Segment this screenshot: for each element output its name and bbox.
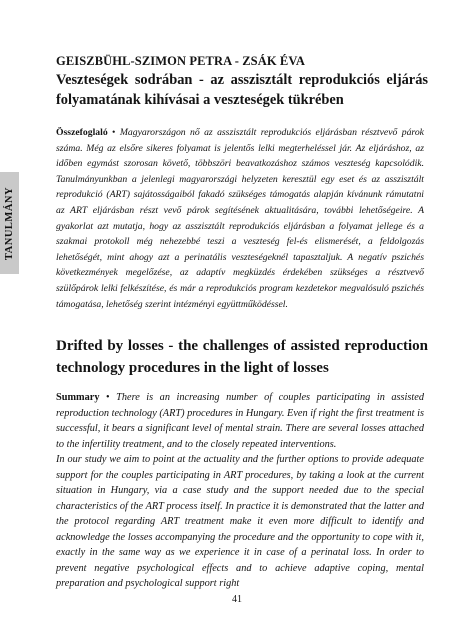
summary-english-paragraph-2	[56, 452, 424, 592]
summary-english-lead: Summary	[56, 392, 100, 403]
section-side-tab	[0, 172, 19, 274]
article-authors: GEISZBÜHL-SZIMON PETRA - ZSÁK ÉVA	[56, 54, 305, 68]
side-tab-label: TANULMÁNY	[4, 186, 16, 260]
summary-hungarian-lead: Összefoglaló	[56, 127, 108, 138]
summary-hungarian-separator: •	[107, 127, 120, 138]
summary-english-paragraph-1	[56, 390, 424, 452]
article-title-hungarian: Veszteségek sodrában - az asszisztált reprodukciós eljárás folyamatának kihívásai a veszteségek tükrében	[56, 72, 428, 108]
summary-english-separator: •	[99, 392, 117, 403]
summary-hungarian-text: Magyarországon nő az asszisztált reprodukciós eljárásban résztvevő párok száma. Még az elsőre sikeres folyamat is jelentős lelki megterheléssel jár. Az eljáráshoz, az időben egymást szorosan követő, többszöri beavatkozáshoz számos veszteség kapcsolódik. Tanulmányunkban a jelenlegi magyarországi helyzeten keresztül egy eset és az asszisztált reprodukció (ART) sajátosságaiból fakadó szükséges támogatás alapján kívánunk rámutatni az ART eljárásban részt vevő párok segítésének aktualitására, további lehetőségeire. A gyakorlat azt mutatja, hogy az asszisztált reprodukciós eljárásban a folyamat jellege és a szakmai protokoll még nehezebbé teszi a veszteség fel-és elismerését, a feldolgozás lehetőségét, mint ahogy azt a perinatális veszteségeknél tapasztaljuk. A negatív pszichés következmények megelőzése, az adaptív megküzdés érdekében szükséges a résztvevő szülőpárok lelki felkészítése, és már a reprodukciós program kezdetekor megvalósuló pszichés támogatása, lehetőség szerint intézményi együttműködéssel.	[56, 127, 424, 310]
article-title-english: Drifted by losses - the challenges of assisted reproduction technology procedures in the light of losses	[56, 338, 428, 376]
summary-english-text-1: There is an increasing number of couples participating in assisted reproduction technology (ART) procedures in Hungary. Even if right the first treatment is successful, it bears a significant level of mental strain. There are several losses attached to the infertility treatment, and to the closely repeated interventions.	[56, 392, 424, 450]
summary-english	[56, 390, 424, 592]
summary-english-text-2: In our study we aim to point at the actuality and the further options to provide adequate support for the couples participating in ART procedures, by taking a look at the current situation in Hungary, via a case study and the support needed due to the special characteristics of the ART process itself. In practice it is demonstrated that the latter and the protocol regarding ART treatment make it even more difficult to identify and acknowledge the losses accompanying the procedure and the opportunity to cope with it, exactly in the same way as we experience it in case of a perinatal loss. In order to prevent negative psychological effects and to achieve adaptive coping, mental preparation and psychological support right	[56, 454, 424, 589]
summary-hungarian	[56, 125, 424, 312]
page-number: 41	[232, 594, 242, 605]
